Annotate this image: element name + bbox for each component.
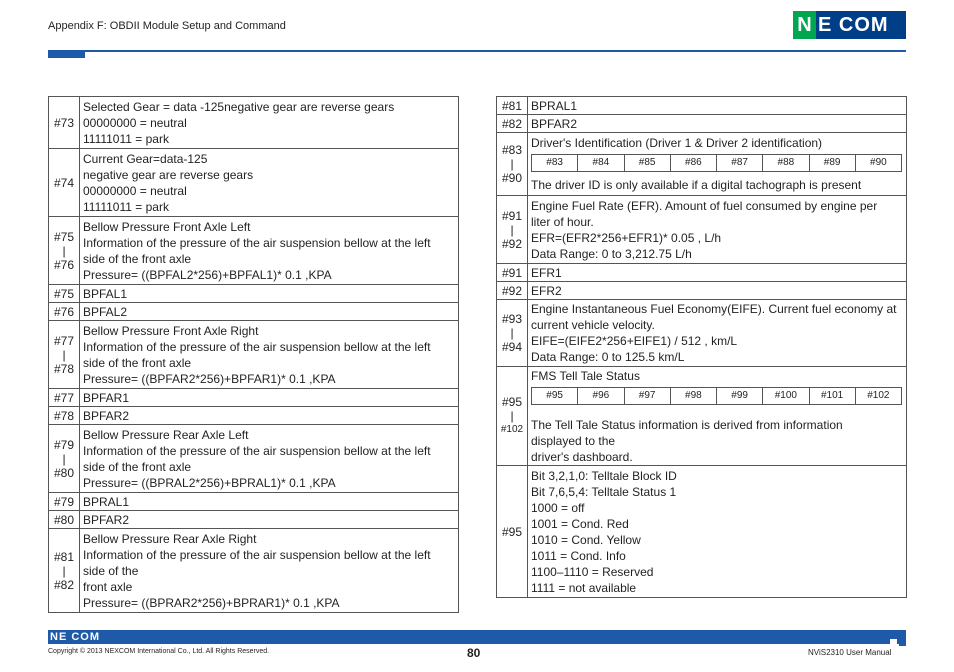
table-row bbox=[49, 425, 459, 493]
table-row bbox=[49, 389, 459, 407]
byte-cell: #84 bbox=[578, 155, 624, 172]
left-spec-table bbox=[48, 96, 459, 613]
byte-description: FMS Tell Tale Status #95 #96 #97 #98 #99 #100 #101 #102 The Tell Tale Status information is derived from information displayed to the driver's dashboard. bbox=[528, 367, 907, 466]
byte-number: #74 bbox=[49, 149, 80, 217]
byte-description: Bellow Pressure Front Axle Right Information of the pressure of the air suspension bellow at the left side of the front axle Pressure= ((BPFAR2*256)+BPFAR1)* 0.1 ,KPA bbox=[80, 321, 459, 389]
copyright-notice: Copyright © 2013 NEXCOM International Co., Ltd. All Rights Reserved. bbox=[48, 648, 270, 655]
byte-cell: #101 bbox=[809, 387, 855, 404]
byte-cell: #96 bbox=[578, 387, 624, 404]
footer-square-icon bbox=[890, 639, 897, 646]
byte-description: BPFAR1 bbox=[80, 389, 459, 407]
byte-number-range: #91 | #92 bbox=[497, 196, 528, 264]
table-row bbox=[49, 493, 459, 511]
table-row bbox=[497, 367, 907, 466]
byte-number: #92 bbox=[497, 282, 528, 300]
byte-number: #95 bbox=[497, 466, 528, 598]
table-row bbox=[49, 303, 459, 321]
byte-number: #91 bbox=[497, 264, 528, 282]
footer-bar bbox=[48, 630, 906, 644]
byte-number-range: #95 | #102 bbox=[497, 367, 528, 466]
byte-cell: #88 bbox=[763, 155, 809, 172]
byte-description: BPFAR2 bbox=[80, 511, 459, 529]
byte-description: BPRAL1 bbox=[528, 97, 907, 115]
table-row bbox=[49, 511, 459, 529]
byte-description: Bellow Pressure Rear Axle Right Information of the pressure of the air suspension bellow at the left side of the front axle Pressure= ((BPRAR2*256)+BPRAR1)* 0.1 ,KPA bbox=[80, 529, 459, 613]
table-row bbox=[497, 133, 907, 196]
table-row bbox=[497, 115, 907, 133]
byte-number: #78 bbox=[49, 407, 80, 425]
byte-cell: #86 bbox=[670, 155, 716, 172]
footer-logo: NE COM bbox=[50, 631, 100, 643]
table-row bbox=[49, 529, 459, 613]
logo-mark: N bbox=[793, 11, 816, 39]
byte-description: EFR2 bbox=[528, 282, 907, 300]
byte-cell: #87 bbox=[717, 155, 763, 172]
byte-cell: #90 bbox=[855, 155, 901, 172]
row-note: The driver ID is only available if a digital tachograph is present bbox=[531, 178, 862, 192]
byte-number: #82 bbox=[497, 115, 528, 133]
byte-number: #77 bbox=[49, 389, 80, 407]
byte-cell: #100 bbox=[763, 387, 809, 404]
byte-description: EFR1 bbox=[528, 264, 907, 282]
byte-description: Engine Fuel Rate (EFR). Amount of fuel consumed by engine per liter of hour. EFR=(EFR2*256+EFR1)* 0.05 , L/h Data Range: 0 to 3,212.75 L/h bbox=[528, 196, 907, 264]
byte-number: #76 bbox=[49, 303, 80, 321]
byte-number: #81 bbox=[497, 97, 528, 115]
byte-number: #73 bbox=[49, 97, 80, 149]
telltale-byte-table bbox=[531, 387, 902, 405]
byte-description: BPFAR2 bbox=[528, 115, 907, 133]
page-number: 80 bbox=[467, 646, 481, 660]
table-row bbox=[49, 321, 459, 389]
byte-description: BPFAL2 bbox=[80, 303, 459, 321]
table-row bbox=[497, 300, 907, 367]
table-row bbox=[497, 264, 907, 282]
right-spec-table bbox=[496, 96, 907, 598]
byte-cell: #99 bbox=[717, 387, 763, 404]
table-row bbox=[49, 285, 459, 303]
header-accent-block bbox=[48, 50, 85, 58]
table-row bbox=[497, 282, 907, 300]
table-row bbox=[497, 466, 907, 598]
byte-number-range: #75 | #76 bbox=[49, 217, 80, 285]
byte-number-range: #81 | #82 bbox=[49, 529, 80, 613]
byte-number-range: #93 | #94 bbox=[497, 300, 528, 367]
byte-number-range: #77 | #78 bbox=[49, 321, 80, 389]
byte-description: BPFAR2 bbox=[80, 407, 459, 425]
nexcom-logo bbox=[793, 11, 906, 39]
table-row bbox=[497, 97, 907, 115]
byte-number: #80 bbox=[49, 511, 80, 529]
footer-square-icon bbox=[899, 639, 906, 646]
byte-cell: #83 bbox=[532, 155, 578, 172]
table-row bbox=[49, 407, 459, 425]
header-rule bbox=[48, 50, 906, 52]
byte-cell: #89 bbox=[809, 155, 855, 172]
row-title: FMS Tell Tale Status bbox=[531, 368, 640, 383]
byte-cell: #98 bbox=[670, 387, 716, 404]
table-row bbox=[497, 196, 907, 264]
driver-id-byte-table bbox=[531, 154, 902, 172]
byte-cell: #95 bbox=[532, 387, 578, 404]
table-row bbox=[49, 149, 459, 217]
byte-number: #79 bbox=[49, 493, 80, 511]
table-row bbox=[49, 217, 459, 285]
byte-cell: #102 bbox=[855, 387, 901, 404]
byte-number: #75 bbox=[49, 285, 80, 303]
byte-description bbox=[528, 133, 907, 196]
byte-description: Bit 3,2,1,0: Telltale Block ID Bit 7,6,5,4: Telltale Status 1 1000 = off 1001 = Cond. Red 1010 = Cond. Yellow 1011 = Cond. Info 1100–1110 = Reserved 1111 = not available bbox=[528, 466, 907, 598]
byte-description: Selected Gear = data -125negative gear are reverse gears 00000000 = neutral 11111011 = park bbox=[80, 97, 459, 149]
byte-description: BPFAL1 bbox=[80, 285, 459, 303]
byte-description: Engine Instantaneous Fuel Economy(EIFE). Current fuel economy at current vehicle velocity. EIFE=(EIFE2*256+EIFE1) / 512 , km/L Data Range: 0 to 125.5 km/L bbox=[528, 300, 907, 367]
running-header: Appendix F: OBDII Module Setup and Command bbox=[48, 20, 286, 32]
table-row bbox=[49, 97, 459, 149]
byte-cell: #85 bbox=[624, 155, 670, 172]
byte-number-range: #83 | #90 bbox=[497, 133, 528, 196]
manual-name: NViS2310 User Manual bbox=[808, 648, 892, 657]
byte-description: BPRAL1 bbox=[80, 493, 459, 511]
byte-description: Bellow Pressure Front Axle Left Information of the pressure of the air suspension bellow at the left side of the front axle Pressure= ((BPFAL2*256)+BPFAL1)* 0.1 ,KPA bbox=[80, 217, 459, 285]
row-title: Driver's Identification (Driver 1 & Driver 2 identification) bbox=[531, 136, 823, 150]
logo-text: E COM bbox=[816, 11, 906, 39]
byte-cell: #97 bbox=[624, 387, 670, 404]
footer-square-icon bbox=[890, 631, 897, 638]
byte-description: Bellow Pressure Rear Axle Left Information of the pressure of the air suspension bellow at the left side of the front axle Pressure= ((BPRAL2*256)+BPRAL1)* 0.1 ,KPA bbox=[80, 425, 459, 493]
byte-number-range: #79 | #80 bbox=[49, 425, 80, 493]
byte-description: Current Gear=data-125 negative gear are reverse gears 00000000 = neutral 11111011 = park bbox=[80, 149, 459, 217]
